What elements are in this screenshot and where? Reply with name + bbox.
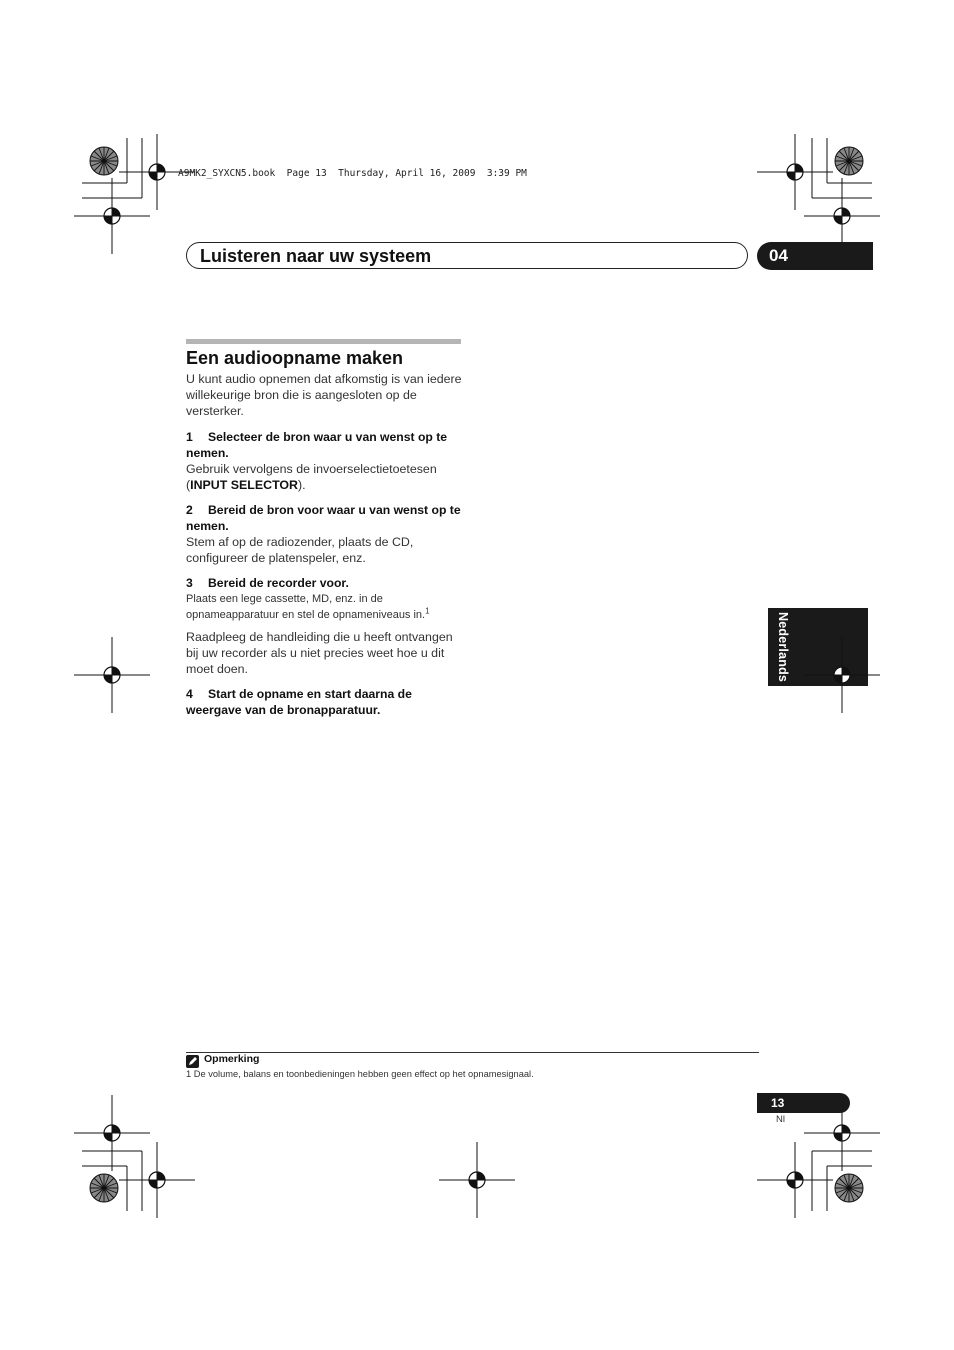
step-3-small-text: [186, 591, 464, 623]
section-body: [186, 371, 464, 718]
step-text: Gebruik vervolgens de invoerselectietoetesen (: [186, 462, 437, 492]
step-title-text: Selecteer de bron waar u van wenst op te nemen.: [186, 430, 448, 460]
page-number: 13: [771, 1096, 785, 1110]
step-1-text: [186, 461, 464, 493]
input-selector-label: INPUT SELECTOR: [190, 478, 298, 492]
footnote-ref[interactable]: 1: [425, 606, 430, 616]
step-title-text: Start de opname en start daarna de weergave van de bronapparatuur.: [186, 687, 412, 717]
page-title: Luisteren naar uw systeem: [200, 246, 432, 266]
page-language-code: Nl: [776, 1114, 785, 1125]
note-pencil-icon: [186, 1055, 199, 1068]
note-label: Opmerking: [204, 1053, 260, 1065]
footnote-text: 1 De volume, balans en toonbedieningen hebben geen effect op het opnamesignaal.: [186, 1069, 534, 1079]
step-text: Plaats een lege cassette, MD, enz. in de opnameapparatuur en stel de opnameniveaus in.: [186, 593, 426, 621]
step-title-text: Bereid de recorder voor.: [208, 576, 349, 590]
chapter-number: 04: [769, 246, 788, 265]
section-intro: U kunt audio opnemen dat afkomstig is van iedere willekeurige bron die is aangesloten op de versterker.: [186, 372, 462, 418]
step-number: 3: [186, 576, 193, 590]
section-title: Een audioopname maken: [186, 348, 404, 368]
step-3-text: Raadpleeg de handleiding die u heeft ontvangen bij uw recorder als u niet precies weet hoe u dit moet doen.: [186, 630, 453, 676]
step-1-title: [186, 429, 464, 461]
step-text: ).: [298, 478, 306, 492]
step-2-text: Stem af op de radiozender, plaats de CD, configureer de platenspeler, enz.: [186, 535, 414, 565]
step-4-title: [186, 686, 464, 718]
step-number: 4: [186, 687, 193, 701]
step-2-title: [186, 502, 464, 534]
step-title-text: Bereid de bron voor waar u van wenst op te nemen.: [186, 503, 461, 533]
step-number: 2: [186, 503, 193, 517]
step-number: 1: [186, 430, 193, 444]
step-3-title: [186, 575, 464, 591]
print-book-line: A9MK2_SYXCN5.book Page 13 Thursday, April 16, 2009 3:39 PM: [178, 168, 527, 179]
section-rule: [186, 339, 461, 344]
language-label: Nederlands: [776, 612, 790, 683]
footnote-rule: [186, 1052, 759, 1053]
